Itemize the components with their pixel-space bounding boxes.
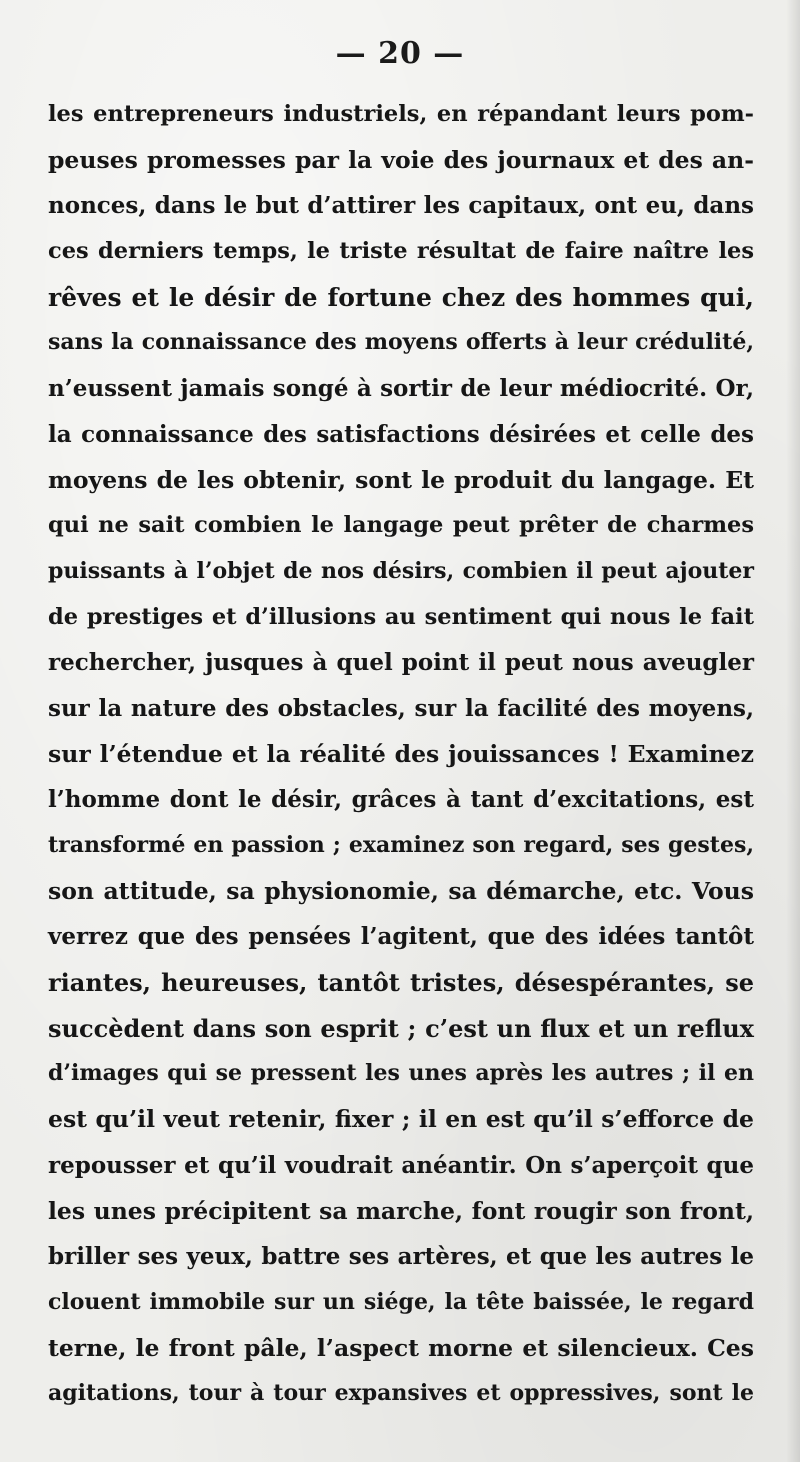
text-line: verrez que des pensées l’agitent, que des idées tantôt — [48, 923, 754, 951]
text-line: rêves et le désir de fortune chez des hommes qui, — [48, 282, 754, 312]
text-line: sur la nature des obstacles, sur la facilité des moyens, — [48, 694, 754, 722]
text-line: agitations, tour à tour expansives et oppressives, sont le — [48, 1380, 754, 1407]
text-line: riantes, heureuses, tantôt tristes, désespérantes, se — [48, 968, 754, 998]
text-line: succèdent dans son esprit ; c’est un flux et un reflux — [48, 1013, 754, 1043]
text-line: la connaissance des satisfactions désirées et celle des — [48, 420, 754, 448]
page-number: — 20 — — [335, 36, 465, 71]
text-line: sans la connaissance des moyens offerts à leur crédulité, — [48, 329, 754, 356]
text-line: l’homme dont le désir, grâces à tant d’excitations, est — [48, 786, 754, 814]
text-line: sur l’étendue et la réalité des jouissances ! Examinez — [48, 739, 754, 768]
text-line: les unes précipitent sa marche, font rougir son front, — [48, 1196, 754, 1225]
text-line: d’images qui se pressent les unes après les autres ; il en — [48, 1060, 754, 1087]
text-line: est qu’il veut retenir, fixer ; il en est qu’il s’efforce de — [48, 1105, 754, 1134]
text-line: qui ne sait combien le langage peut prêter de charmes — [48, 512, 754, 539]
text-line: ces derniers temps, le triste résultat de faire naître les — [48, 238, 754, 265]
text-line: terne, le front pâle, l’aspect morne et silencieux. Ces — [48, 1333, 754, 1362]
text-line: peuses promesses par la voie des journaux et des an- — [48, 145, 754, 174]
text-line: puissants à l’objet de nos désirs, combien il peut ajouter — [48, 557, 754, 584]
body-text — [48, 92, 754, 1417]
text-line: repousser et qu’il voudrait anéantir. On s’aperçoit que — [48, 1151, 754, 1179]
text-line: moyens de les obtenir, sont le produit du langage. Et — [48, 465, 754, 494]
text-line: son attitude, sa physionomie, sa démarche, etc. Vous — [48, 876, 754, 905]
text-line: briller ses yeux, battre ses artères, et que les autres le — [48, 1243, 754, 1271]
text-line: rechercher, jusques à quel point il peut nous aveugler — [48, 649, 754, 677]
text-line: transformé en passion ; examinez son regard, ses gestes, — [48, 832, 754, 858]
text-line: nonces, dans le but d’attirer les capitaux, ont eu, dans — [48, 192, 754, 220]
text-line: de prestiges et d’illusions au sentiment qui nous le fait — [48, 603, 754, 630]
text-line: n’eussent jamais songé à sortir de leur médiocrité. Or, — [48, 375, 754, 403]
text-line: les entrepreneurs industriels, en répandant leurs pom- — [48, 101, 754, 127]
page-edge-shadow — [786, 0, 800, 1462]
text-line: clouent immobile sur un siége, la tête baissée, le regard — [48, 1288, 754, 1315]
